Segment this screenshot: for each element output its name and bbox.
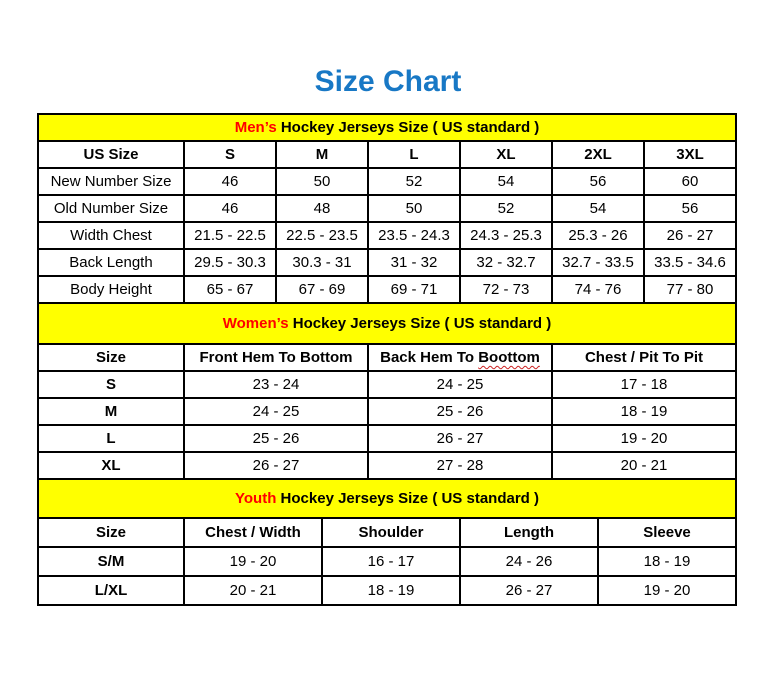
womens-band-title xyxy=(38,303,736,344)
table-cell: 20 - 21 xyxy=(184,576,322,605)
table-cell: 19 - 20 xyxy=(598,576,736,605)
mens-band-rest: Hockey Jerseys Size ( US standard ) xyxy=(276,119,540,136)
table-cell: 32.7 - 33.5 xyxy=(552,249,644,276)
table-cell: 19 - 20 xyxy=(184,547,322,576)
column-header-size: Size xyxy=(38,518,184,547)
table-cell: 50 xyxy=(276,168,368,195)
table-cell: 46 xyxy=(184,168,276,195)
row-label: Width Chest xyxy=(38,222,184,249)
column-header-front-hem: Front Hem To Bottom xyxy=(184,344,368,371)
table-cell: 50 xyxy=(368,195,460,222)
row-label: Body Height xyxy=(38,276,184,303)
column-header-length: Length xyxy=(460,518,598,547)
table-cell: 26 - 27 xyxy=(368,425,552,452)
table-row-body-height xyxy=(38,276,736,303)
table-cell: 26 - 27 xyxy=(460,576,598,605)
table-cell: 26 - 27 xyxy=(644,222,736,249)
youth-band-row xyxy=(38,479,736,518)
column-header-2xl: 2XL xyxy=(552,141,644,168)
mens-size-table xyxy=(37,113,737,304)
column-header-shoulder: Shoulder xyxy=(322,518,460,547)
table-cell: 72 - 73 xyxy=(460,276,552,303)
womens-band-rest: Hockey Jerseys Size ( US standard ) xyxy=(288,315,552,332)
table-cell: 18 - 19 xyxy=(598,547,736,576)
table-cell: 30.3 - 31 xyxy=(276,249,368,276)
table-row-womens-m xyxy=(38,398,736,425)
table-row-womens-s xyxy=(38,371,736,398)
table-cell: 54 xyxy=(460,168,552,195)
row-label: M xyxy=(38,398,184,425)
row-label: L/XL xyxy=(38,576,184,605)
womens-band-row xyxy=(38,303,736,344)
column-header-chest-pit: Chest / Pit To Pit xyxy=(552,344,736,371)
row-label: S/M xyxy=(38,547,184,576)
table-cell: 24 - 25 xyxy=(184,398,368,425)
column-header-xl: XL xyxy=(460,141,552,168)
table-cell: 31 - 32 xyxy=(368,249,460,276)
row-label: XL xyxy=(38,452,184,479)
row-label: S xyxy=(38,371,184,398)
table-cell: 25 - 26 xyxy=(184,425,368,452)
table-cell: 56 xyxy=(552,168,644,195)
column-header-sleeve: Sleeve xyxy=(598,518,736,547)
womens-header-row xyxy=(38,344,736,371)
table-cell: 17 - 18 xyxy=(552,371,736,398)
table-cell: 20 - 21 xyxy=(552,452,736,479)
table-cell: 25.3 - 26 xyxy=(552,222,644,249)
table-row-old-number-size xyxy=(38,195,736,222)
table-cell: 25 - 26 xyxy=(368,398,552,425)
row-label: New Number Size xyxy=(38,168,184,195)
row-label: L xyxy=(38,425,184,452)
table-cell: 27 - 28 xyxy=(368,452,552,479)
table-cell: 69 - 71 xyxy=(368,276,460,303)
table-row-womens-xl xyxy=(38,452,736,479)
table-cell: 23 - 24 xyxy=(184,371,368,398)
table-cell: 54 xyxy=(552,195,644,222)
table-cell: 77 - 80 xyxy=(644,276,736,303)
youth-band-title xyxy=(38,479,736,518)
column-header-l: L xyxy=(368,141,460,168)
table-cell: 46 xyxy=(184,195,276,222)
table-cell: 21.5 - 22.5 xyxy=(184,222,276,249)
table-cell: 24 - 26 xyxy=(460,547,598,576)
table-cell: 56 xyxy=(644,195,736,222)
column-header-m: M xyxy=(276,141,368,168)
youth-band-highlight: Youth xyxy=(235,490,277,507)
youth-header-row xyxy=(38,518,736,547)
table-cell: 19 - 20 xyxy=(552,425,736,452)
row-label: Back Length xyxy=(38,249,184,276)
table-cell: 52 xyxy=(368,168,460,195)
mens-band-title xyxy=(38,114,736,141)
youth-size-table xyxy=(37,478,737,606)
column-header-chest-width: Chest / Width xyxy=(184,518,322,547)
column-header-us-size: US Size xyxy=(38,141,184,168)
column-header-back-hem xyxy=(368,344,552,371)
mens-band-highlight: Men’s xyxy=(234,119,277,136)
back-hem-misspelled-word: Boottom xyxy=(478,349,540,366)
table-row-womens-l xyxy=(38,425,736,452)
column-header-s: S xyxy=(184,141,276,168)
table-cell: 22.5 - 23.5 xyxy=(276,222,368,249)
column-header-3xl: 3XL xyxy=(644,141,736,168)
table-cell: 16 - 17 xyxy=(322,547,460,576)
column-header-size: Size xyxy=(38,344,184,371)
table-cell: 33.5 - 34.6 xyxy=(644,249,736,276)
table-cell: 32 - 32.7 xyxy=(460,249,552,276)
table-cell: 52 xyxy=(460,195,552,222)
youth-band-rest: Hockey Jerseys Size ( US standard ) xyxy=(276,490,539,507)
table-row-new-number-size xyxy=(38,168,736,195)
row-label: Old Number Size xyxy=(38,195,184,222)
mens-band-row xyxy=(38,114,736,141)
table-cell: 74 - 76 xyxy=(552,276,644,303)
table-cell: 18 - 19 xyxy=(552,398,736,425)
table-cell: 26 - 27 xyxy=(184,452,368,479)
table-cell: 65 - 67 xyxy=(184,276,276,303)
table-cell: 24 - 25 xyxy=(368,371,552,398)
table-cell: 48 xyxy=(276,195,368,222)
womens-size-table xyxy=(37,302,737,480)
table-row-width-chest xyxy=(38,222,736,249)
table-cell: 23.5 - 24.3 xyxy=(368,222,460,249)
womens-band-highlight: Women’s xyxy=(222,315,289,332)
table-cell: 18 - 19 xyxy=(322,576,460,605)
table-cell: 29.5 - 30.3 xyxy=(184,249,276,276)
table-cell: 67 - 69 xyxy=(276,276,368,303)
table-row-youth-lxl xyxy=(38,576,736,605)
table-cell: 60 xyxy=(644,168,736,195)
table-row-back-length xyxy=(38,249,736,276)
mens-header-row xyxy=(38,141,736,168)
table-cell: 24.3 - 25.3 xyxy=(460,222,552,249)
table-row-youth-sm xyxy=(38,547,736,576)
page-title: Size Chart xyxy=(314,65,462,98)
back-hem-prefix: Back Hem To xyxy=(380,349,479,366)
